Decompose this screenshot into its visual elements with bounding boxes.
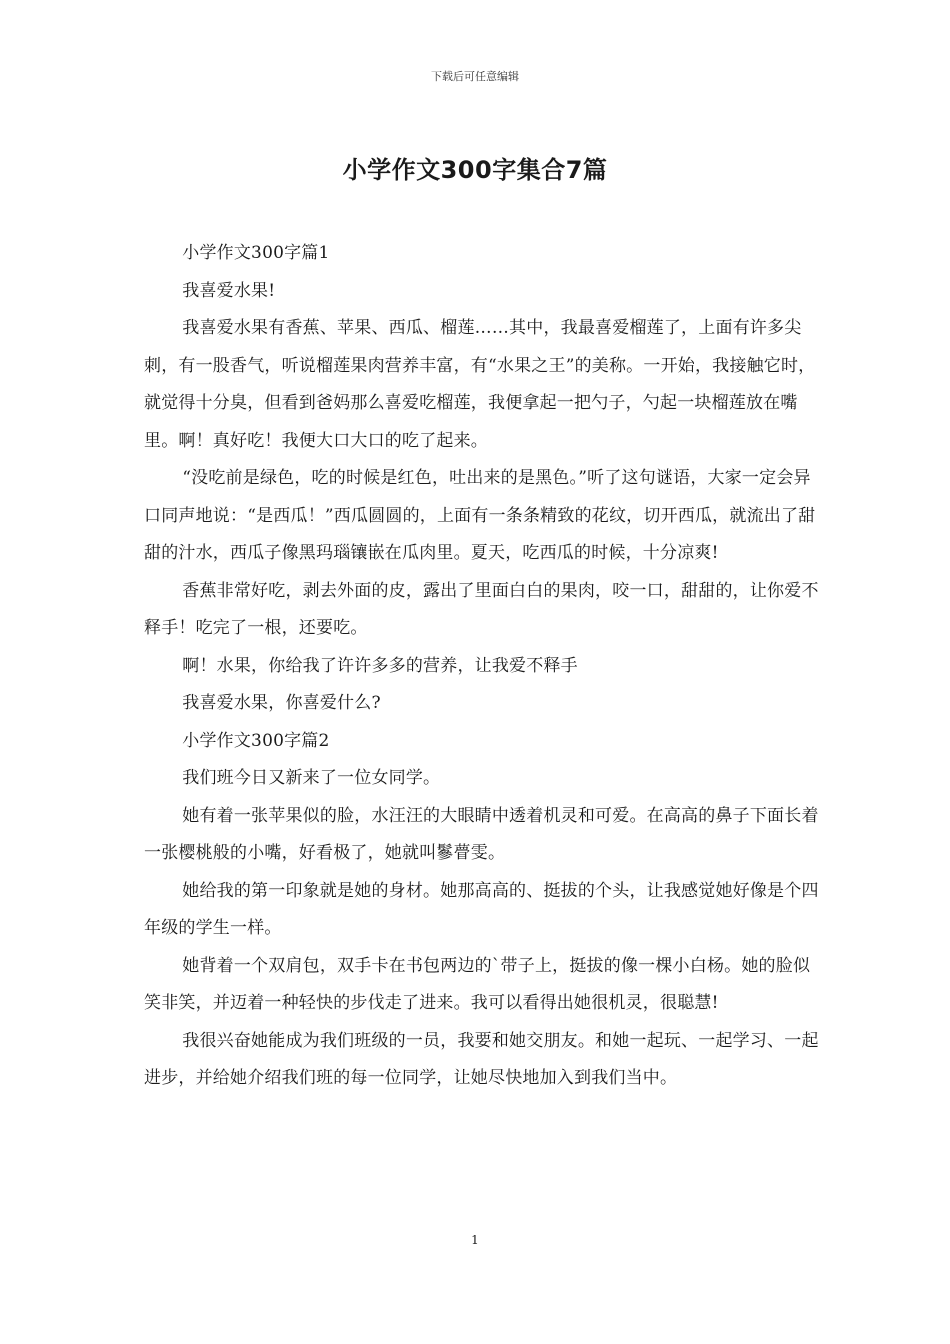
document-title: 小学作文300字集合7篇 [342, 156, 608, 184]
paragraph: 香蕉非常好吃，剥去外面的皮，露出了里面白白的果肉，咬一口，甜甜的，让你爱不释手！吃完了一根，还要吃。 [144, 580, 819, 638]
paragraph: “没吃前是绿色，吃的时候是红色，吐出来的是黑色。”听了这句谜语，大家一定会异口同声地说：“是西瓜！”西瓜圆圆的，上面有一条条精致的花纹，切开西瓜，就流出了甜甜的汁水，西瓜子像黑玛瑙镶嵌在瓜肉里。夏天，吃西瓜的时候，十分凉爽! [144, 468, 816, 563]
paragraph: 她给我的第一印象就是她的身材。她那高高的、挺拔的个头，让我感觉她好像是个四年级的学生一样。 [144, 880, 819, 938]
page-header: 下载后可任意编辑 [431, 70, 519, 83]
paragraph: 我们班今日又新来了一位女同学。 [182, 768, 441, 788]
page-number: 1 [471, 1233, 479, 1247]
section-heading: 小学作文300字篇1 [182, 243, 330, 263]
section-heading: 小学作文300字篇2 [182, 730, 330, 751]
paragraph: 啊！水果，你给我了许许多多的营养，让我爱不释手 [182, 655, 578, 676]
paragraph: 我很兴奋她能成为我们班级的一员，我要和她交朋友。和她一起玩、一起学习、一起进步，并给她介绍我们班的每一位同学，让她尽快地加入到我们当中。 [144, 1030, 819, 1088]
paragraph: 她背着一个双肩包，双手卡在书包两边的`带子上，挺拔的像一棵小白杨。她的脸似笑非笑，并迈着一种轻快的步伐走了进来。我可以看得出她很机灵，很聪慧! [144, 955, 811, 1013]
paragraph: 她有着一张苹果似的脸，水汪汪的大眼睛中透着机灵和可爱。在高高的鼻子下面长着一张樱桃般的小嘴，好看极了，她就叫鬖瞢雯。 [144, 805, 819, 863]
document-body [144, 235, 824, 1098]
paragraph: 我喜爱水果，你喜爱什么? [182, 693, 381, 713]
paragraph: 我喜爱水果! [182, 280, 276, 301]
paragraph: 我喜爱水果有香蕉、苹果、西瓜、榴莲……其中，我最喜爱榴莲了，上面有许多尖刺，有一股香气，听说榴莲果肉营养丰富，有“水果之王”的美称。一开始，我接触它时，就觉得十分臭，但看到爸妈那么喜爱吃榴莲，我便拿起一把勺子，勺起一块榴莲放在嘴里。啊！真好吃！我便大口大口的吃了起来。 [144, 318, 816, 451]
